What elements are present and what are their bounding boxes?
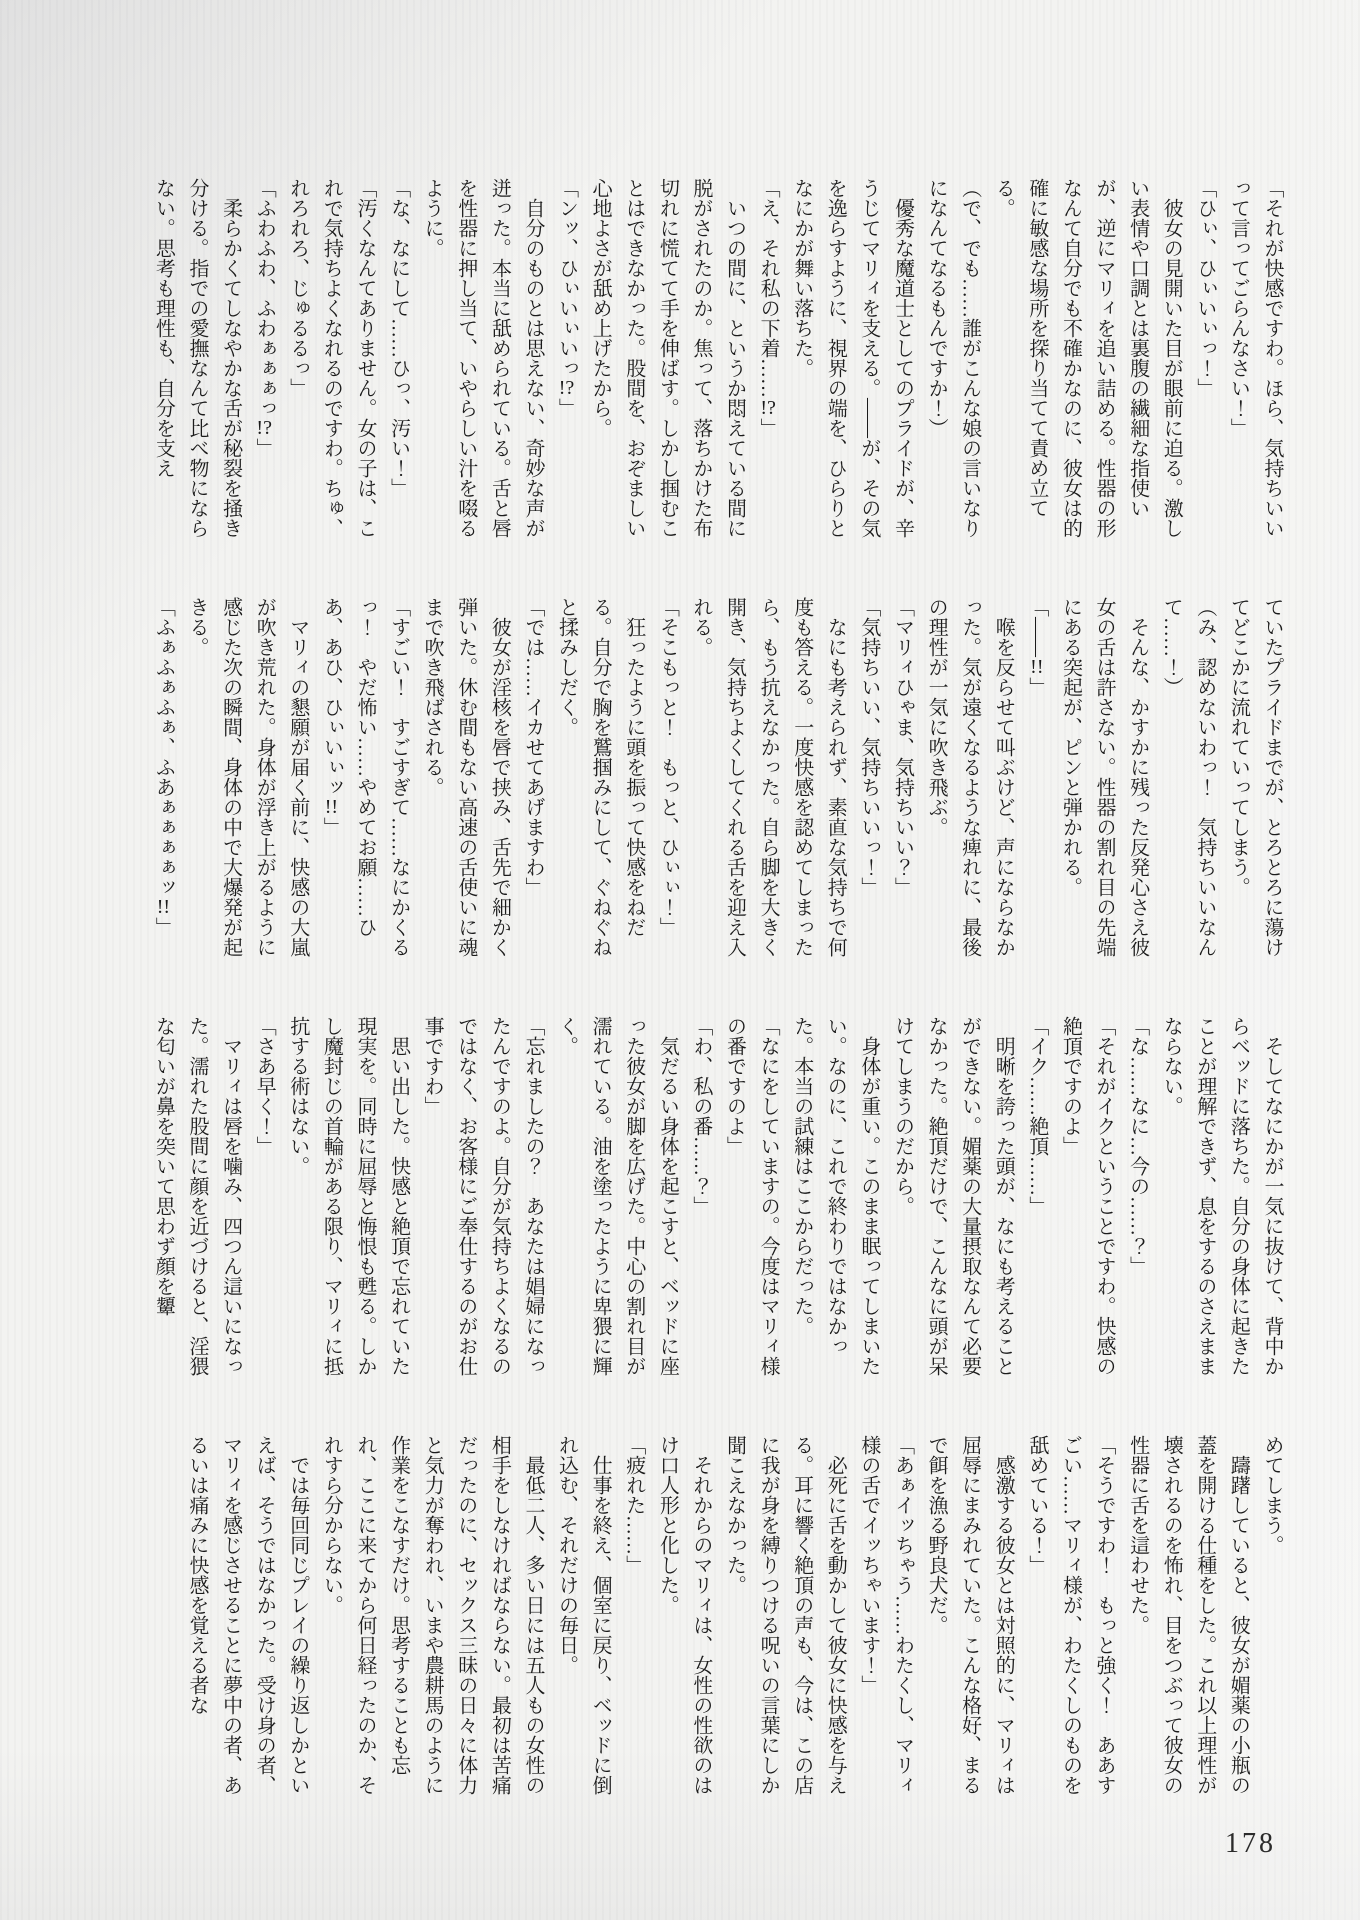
narration-line: マリィは唇を噛み、四つん這いになった。濡れた股間に顔を近づけると、淫猥な匂いが鼻を突いて思わず顔を顰: [152, 1016, 242, 1376]
dialogue-line: 「さあ早く！」: [253, 1016, 276, 1156]
dialogue-line: 「な……なに…今の……？」: [1126, 1016, 1149, 1276]
text-band-4: [132, 1435, 1288, 1811]
text-band-2: [132, 597, 1288, 973]
dialogue-line: 「な、なにして……ひっ、汚い！」: [387, 178, 410, 498]
narration-line: 柔らかくてしなやかな舌が秘裂を掻き分ける。指での愛撫なんて比べ物にならない。思考も理性も、自分を支え: [152, 178, 242, 538]
narration-line: 仕事を終え、個室に戻り、ベッドに倒れ込む、それだけの毎日。: [555, 1435, 612, 1795]
text-band-3: [132, 1016, 1288, 1392]
tatechuyoko: !!: [156, 897, 171, 917]
dialogue-line: 「汚くなんてありません。女の子は、これで気持ちよくなれるのですわ。ちゅ、れろれろ、じゅるるっ」: [286, 178, 376, 538]
narration-line: そんな、かすかに残った反発心さえ彼女の舌は許さない。性器の割れ目の先端にある突起が、ピンと弾かれる。: [1059, 597, 1149, 957]
narration-line: 優秀な魔道士としてのプライドが、辛うじてマリィを支える。――が、その気を逸らすように、視界の端を、ひらりとなにかが舞い落ちた。: [790, 178, 914, 538]
tatechuyoko: !!: [324, 797, 339, 817]
narration-line: 狂ったように頭を振って快感をねだる。自分で胸を鷲掴みにして、ぐねぐねと揉みしだく。: [555, 597, 645, 957]
dialogue-line: 「マリィひゃま、気持ちいい？」: [891, 597, 914, 897]
dialogue-line: 「イク……絶頂……」: [1025, 1016, 1048, 1216]
dialogue-line: 「それがイクということですわ。快感の絶頂ですのよ」: [1059, 1016, 1116, 1376]
tatechuyoko: !?: [760, 398, 776, 418]
dialogue-line: 「そこもっと！ もっと、ひぃぃ！」: [656, 597, 679, 937]
dialogue-line: 「疲れた……」: [622, 1435, 645, 1575]
dialogue-line: 「すごい！ すごすぎて……なにかくるっ！ やだ怖い……やめてお願……ひあ、あひ、ひぃいぃッ!!」: [320, 597, 410, 957]
narration-line: 彼女が淫核を唇で挟み、舌先で細かく弾いた。休む間もない高速の舌使いに魂まで吹き飛ばされる。: [421, 597, 511, 957]
dialogue-line: 「忘れましたの？ あなたは娼婦になったんですのよ。自分が気持ちよくなるのではなく、お客様にご奉仕するのがお仕事ですわ」: [421, 1016, 544, 1376]
narration-line: 彼女の見開いた目が眼前に迫る。激しい表情や口調とは裏腹の繊細な指使いが、逆にマリィを追い詰める。性器の形なんて自分でも不確かなのに、彼女は的確に敏感な場所を探り当てて責め立てる。: [992, 178, 1183, 538]
dialogue-line: 「わ、私の番……？」: [689, 1016, 712, 1216]
dialogue-line: 「なにをしていますの。今度はマリィ様の番ですのよ」: [723, 1016, 780, 1376]
narration-line: 喉を反らせて叫ぶけど、声にならなかった。気が遠くなるような痺れに、最後の理性が一気に吹き飛ぶ。: [925, 597, 1015, 957]
narration-line: 自分のものとは思えない、奇妙な声が迸った。本当に舐められている。舌と唇を性器に押し当て、いやらしい汁を啜るように。: [421, 178, 544, 538]
dialogue-line: 「ンッ、ひぃいぃいっ!?」: [555, 178, 578, 418]
dialogue-line: 「ひぃ、ひぃいぃっ！」: [1193, 178, 1216, 398]
thought-line: （み、認めないわっ！ 気持ちいいなんて……！）: [1160, 597, 1216, 957]
thought-line: （で、でも……誰がこんな娘の言いなりになんてなるもんですか！）: [925, 178, 981, 538]
dialogue-line: 「そうですわ！ もっと強く！ ああすごい……マリィ様が、わたくしのものを舐めている！」: [1025, 1435, 1116, 1795]
narration-line: 躊躇していると、彼女が媚薬の小瓶の蓋を開ける仕種をした。これ以上理性が壊されるのを怖れ、目をつぶって彼女の性器に舌を這わせた。: [1126, 1435, 1250, 1795]
dialogue-line: 「あぁイッちゃう……わたくし、マリィ様の舌でイッちゃいます！」: [857, 1435, 914, 1795]
narration-line: いつの間に、というか悶えている間に脱がされたのか。焦って、落ちかけた布切れに慌てて手を伸ばす。しかし掴むことはできなかった。股間を、おぞましい心地よさが舐め上げたから。: [589, 178, 746, 538]
dialogue-line: 「では……イカせてあげますわ」: [521, 597, 544, 897]
dialogue-line: 「それが快感ですわ。ほら、気持ちいいって言ってごらんなさい！」: [1227, 178, 1283, 538]
narration-line: 明晰を誇った頭が、なにも考えることができない。媚薬の大量摂取なんて必要なかった。絶頂だけで、こんなに頭が呆けてしまうのだから。: [891, 1016, 1015, 1376]
tatechuyoko: !?: [558, 378, 575, 398]
narration-line: 最低二人、多い日には五人もの女性の相手をしなければならない。最初は苦痛だったのに、セックス三昧の日々に体力と気力が奪われ、いまや農耕馬のように作業をこなすだけ。思考することも忘れ、ここに来てから何日経ったのか、それすら分からない。: [320, 1435, 544, 1795]
narration-line: マリィの懇願が届く前に、快感の大嵐が吹き荒れた。身体が浮き上がるように感じた次の瞬間、身体の中で大爆発が起きる。: [186, 597, 309, 957]
narration-line: それからのマリィは、女性の性欲のはけ口人形と化した。: [656, 1435, 712, 1795]
dialogue-line: 「――!!」: [1025, 597, 1048, 697]
narration-line: めてしまう。: [1261, 1435, 1283, 1555]
narration-line: 気だるい身体を起こすと、ベッドに座った彼女が脚を広げた。中心の割れ目が濡れている。油を塗ったように卑猥に輝く。: [555, 1016, 679, 1376]
text-band-1: [132, 178, 1288, 554]
tatechuyoko: !?: [256, 418, 272, 438]
narration-line: 思い出した。快感と絶頂で忘れていた現実を。同時に屈辱と悔恨も甦る。しかし魔封じの首輪がある限り、マリィに抵抗する術はない。: [286, 1016, 410, 1376]
narration-line: そしてなにかが一気に抜けて、背中からベッドに落ちた。自分の身体に起きたことが理解できず、息をするのさえままならない。: [1160, 1016, 1283, 1376]
narration-line: 身体が重い。このまま眠ってしまいたい。なのに、これで終わりではなかった。本当の試練はここからだった。: [790, 1016, 880, 1376]
dialogue-line: 「ふぁふぁふぁ、ふあぁぁぁぁッ!!」: [152, 597, 175, 937]
narration-line: ていたプライドまでが、とろとろに蕩けてどこかに流れていってしまう。: [1227, 597, 1283, 957]
page-number: 178: [1225, 1828, 1276, 1859]
dialogue-line: 「気持ちいい、気持ちいいっ！」: [857, 597, 880, 897]
narration-line: なにも考えられず、素直な気持ちで何度も答える。一度快感を認めてしまったら、もう抗えなかった。自ら脚を大きく開き、気持ちよくしてくれる舌を迎え入れる。: [689, 597, 847, 957]
narration-line: 感激する彼女とは対照的に、マリィは屈辱にまみれていた。こんな格好、まるで餌を漁る野良犬だ。: [925, 1435, 1015, 1795]
tatechuyoko: !!: [1030, 657, 1044, 677]
dialogue-line: 「ふわふわ、ふわぁぁぁっ!?」: [253, 178, 276, 458]
narration-line: 必死に舌を動かして彼女に快感を与える。耳に響く絶頂の声も、今は、この店に我が身を縛りつける呪いの言葉にしか聞こえなかった。: [723, 1435, 847, 1795]
narration-line: では毎回同じプレイの繰り返しかといえば、そうではなかった。受け身の者、マリィを感じさせることに夢中の者、あるいは痛みに快感を覚える者な: [186, 1435, 309, 1795]
dialogue-line: 「え、それ私の下着……!?」: [757, 178, 780, 438]
